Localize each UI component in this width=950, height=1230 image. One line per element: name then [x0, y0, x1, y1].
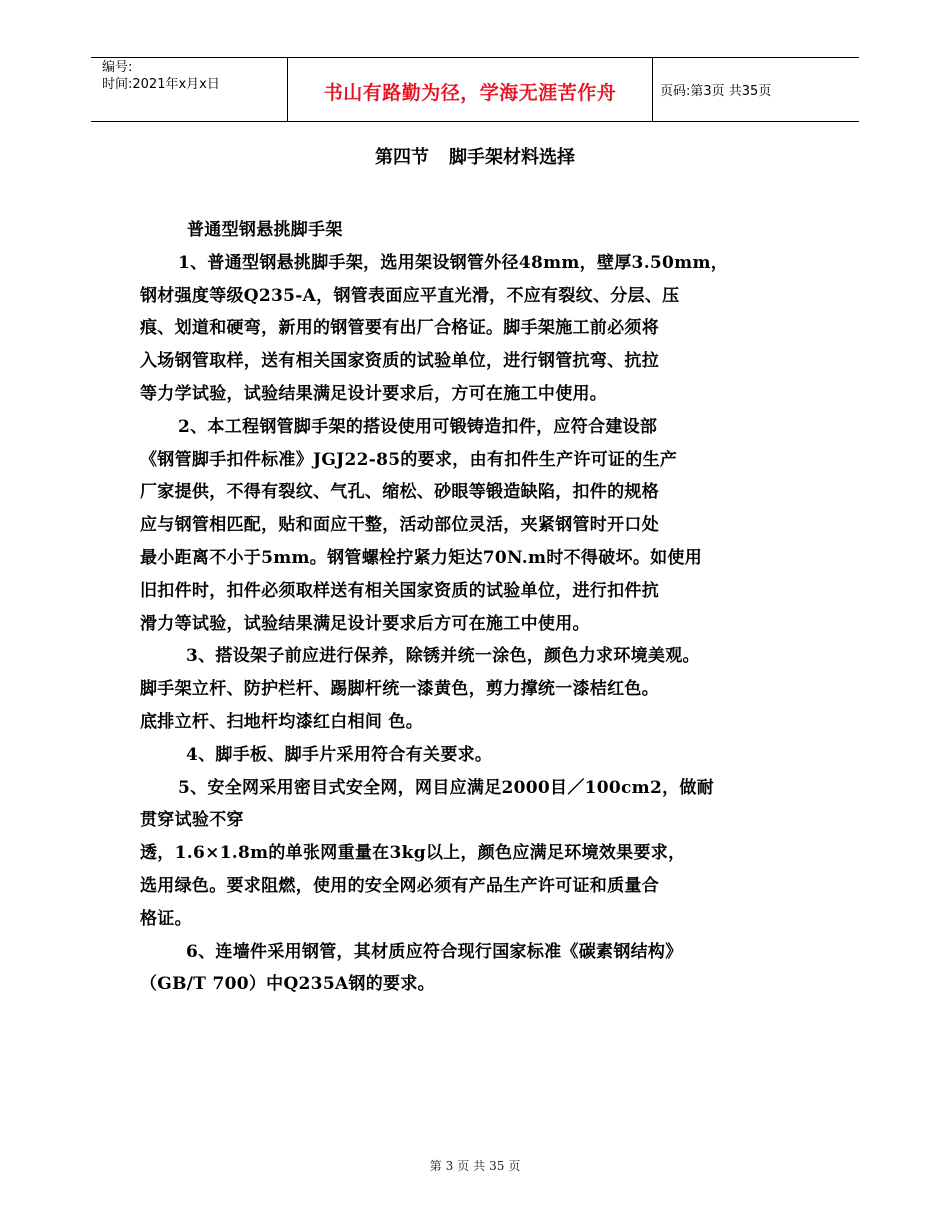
document-number-label: 编号:	[102, 60, 133, 75]
header-motto-cell	[287, 58, 653, 121]
footer-page-number: 3	[445, 1159, 454, 1173]
body-line: 6、连墙件采用钢管，其材质应符合现行国家标准《碳素钢结构》	[186, 941, 683, 962]
body-line: 5、安全网采用密目式安全网，网目应满足2000目／100cm2，做耐	[178, 777, 714, 798]
body-line: 贯穿试验不穿	[140, 810, 244, 831]
body-line: （GB/T 700）中Q235A钢的要求。	[140, 974, 435, 995]
body-line: 最小距离不小于5mm。钢管螺栓拧紧力矩达70N.m时不得破坏。如使用	[140, 547, 703, 568]
body-line: 滑力等试验，试验结果满足设计要求后方可在施工中使用。	[140, 613, 590, 634]
body-line: 厂家提供，不得有裂纹、气孔、缩松、砂眼等锻造缺陷，扣件的规格	[140, 482, 659, 503]
section-heading: 脚手架材料选择	[449, 147, 575, 168]
body-line: 入场钢管取样，送有相关国家资质的试验单位，进行钢管抗弯、抗拉	[140, 351, 659, 372]
section-number: 第四节	[375, 147, 429, 168]
body-line: 普通型钢悬挑脚手架	[187, 220, 343, 240]
body-line: 钢材强度等级Q235-A，钢管表面应平直光滑，不应有裂纹、分层、压	[140, 285, 680, 306]
footer-suffix: 页	[508, 1159, 521, 1173]
body-line: 痕、划道和硬弯，新用的钢管要有出厂合格证。脚手架施工前必须将	[140, 318, 659, 339]
body-line: 脚手架立杆、防护栏杆、踢脚杆统一漆黄色，剪力撑统一漆桔红色。	[140, 679, 659, 700]
document-body	[140, 214, 820, 1001]
body-line: 2、本工程钢管脚手架的搭设使用可锻铸造扣件，应符合建设部	[178, 416, 658, 437]
body-line: 《钢管脚手扣件标准》JGJ22-85的要求，由有扣件生产许可证的生产	[140, 449, 678, 470]
body-line: 选用绿色。要求阻燃，使用的安全网必须有产品生产许可证和质量合	[140, 875, 659, 896]
body-line: 4、脚手板、脚手片采用符合有关要求。	[186, 744, 493, 765]
body-line: 等力学试验，试验结果满足设计要求后，方可在施工中使用。	[140, 383, 608, 404]
page-header	[91, 57, 859, 122]
header-page-info: 页码:第3页 共35页	[660, 84, 772, 99]
body-line: 1、普通型钢悬挑脚手架，选用架设钢管外径48mm，壁厚3.50mm，	[178, 252, 729, 273]
header-motto: 书山有路勤为径，学海无涯苦作舟	[323, 81, 617, 104]
footer-total-pages: 35	[489, 1159, 505, 1173]
body-line: 应与钢管相匹配，贴和面应干整，活动部位灵活，夹紧钢管时开口处	[140, 515, 659, 536]
body-line: 格证。	[140, 908, 192, 929]
section-title	[0, 144, 950, 172]
footer-middle: 页 共	[457, 1159, 486, 1173]
body-line: 底排立杆、扫地杆均漆红白相间 色。	[140, 711, 424, 732]
header-meta	[91, 58, 287, 121]
body-line: 透，1.6×1.8m的单张网重量在3kg以上，颜色应满足环境效果要求，	[140, 843, 686, 864]
body-line: 3、搭设架子前应进行保养，除锈并统一涂色，颜色力求环境美观。	[186, 646, 700, 667]
body-line: 旧扣件时，扣件必须取样送有相关国家资质的试验单位，进行扣件抗	[140, 580, 659, 601]
footer-prefix: 第	[429, 1159, 442, 1173]
page-footer	[0, 1157, 950, 1174]
document-time-label: 时间:2021年x月x日	[102, 77, 220, 92]
